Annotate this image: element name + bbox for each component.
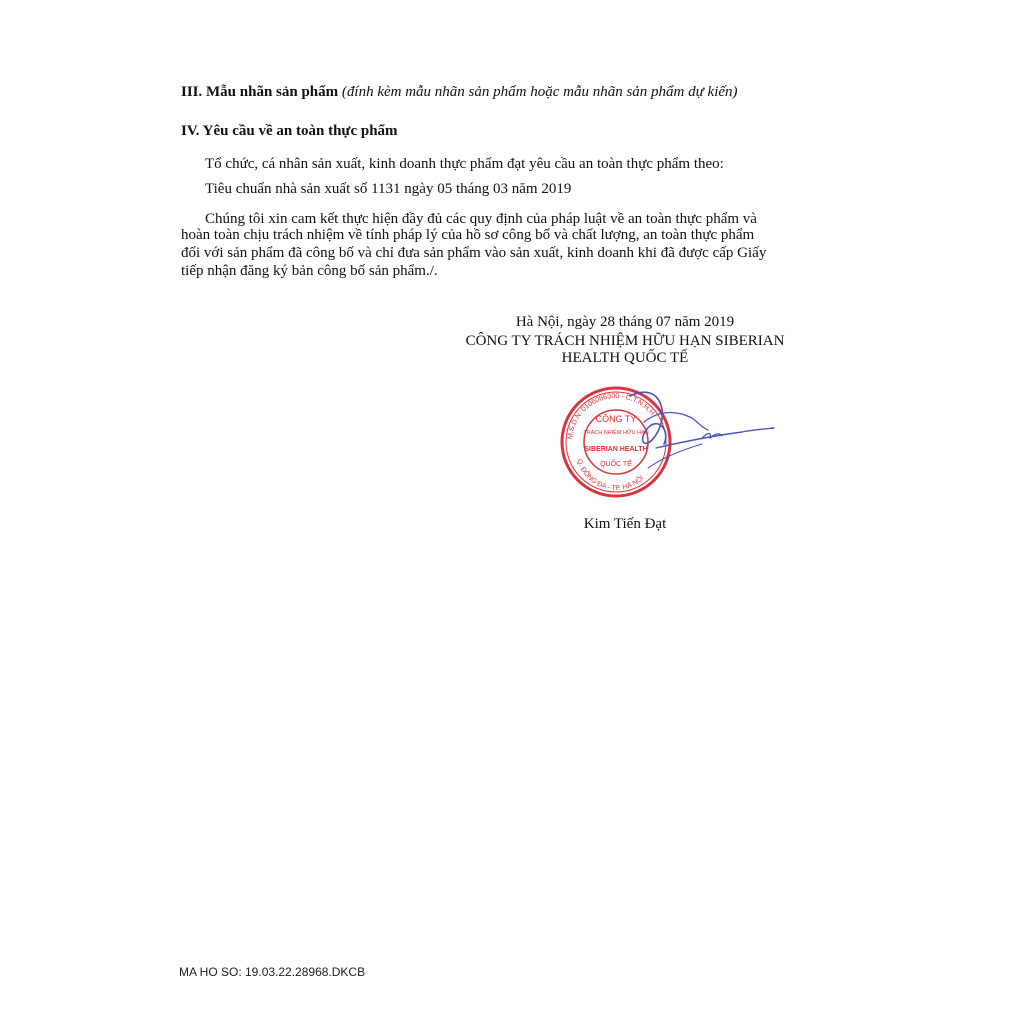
seal-ring-text: M.S.D.N: 0106066300 - C.T.N.H.H	[567, 392, 656, 440]
seal-stamp	[562, 388, 670, 496]
handwritten-signature	[630, 392, 774, 468]
seal-outer-ring	[562, 388, 670, 496]
section-3-title: III. Mẫu nhãn sản phẩm	[181, 84, 339, 100]
commitment-line-4: tiếp nhận đăng ký bản công bố sản phẩm./.	[181, 263, 438, 279]
section-3-heading	[181, 83, 738, 101]
seal-inner-ring	[566, 392, 666, 492]
seal-center-text-3: SIBERIAN HEALTH	[584, 446, 648, 453]
company-name-line-1: CÔNG TY TRÁCH NHIỆM HỮU HẠN SIBERIAN	[465, 333, 785, 349]
seal-bottom-text: Q. ĐỐNG ĐA - TP. HÀ NỘI	[575, 458, 646, 493]
company-seal-and-signature	[552, 378, 776, 506]
section-4-line-1: Tổ chức, cá nhân sản xuất, kinh doanh thực phẩm đạt yêu cầu an toàn thực phẩm theo:	[205, 156, 724, 172]
seal-center-text-2: TRÁCH NHIỆM HỮU HẠN	[583, 430, 649, 436]
commitment-line-3: đối với sản phẩm đã công bố và chỉ đưa sản phẩm vào sản xuất, kinh doanh khi đã được cấp Giấy	[181, 245, 767, 261]
section-4-title: IV. Yêu cầu về an toàn thực phẩm	[181, 123, 398, 139]
section-4-line-2: Tiêu chuẩn nhà sản xuất số 1131 ngày 05 tháng 03 năm 2019	[205, 181, 572, 197]
commitment-line-1: Chúng tôi xin cam kết thực hiện đầy đủ các quy định của pháp luật về an toàn thực phẩm và	[205, 211, 757, 227]
document-code-footer: MA HO SO: 19.03.22.28968.DKCB	[179, 965, 366, 979]
company-name-line-2: HEALTH QUỐC TẾ	[561, 350, 689, 366]
section-3-note: (đính kèm mẫu nhãn sản phẩm hoặc mẫu nhãn sản phẩm dự kiến)	[341, 84, 738, 100]
signature-date: Hà Nội, ngày 28 tháng 07 năm 2019	[515, 314, 735, 330]
seal-center-text-1: CÔNG TY	[595, 414, 637, 424]
seal-signature-graphic	[552, 378, 776, 506]
commitment-line-2: hoàn toàn chịu trách nhiệm về tính pháp lý của hồ sơ công bố và chất lượng, an toàn thực phẩm	[181, 227, 755, 243]
seal-center-text-4: QUỐC TẾ	[600, 461, 632, 468]
signer-name: Kim Tiến Đạt	[583, 516, 667, 532]
